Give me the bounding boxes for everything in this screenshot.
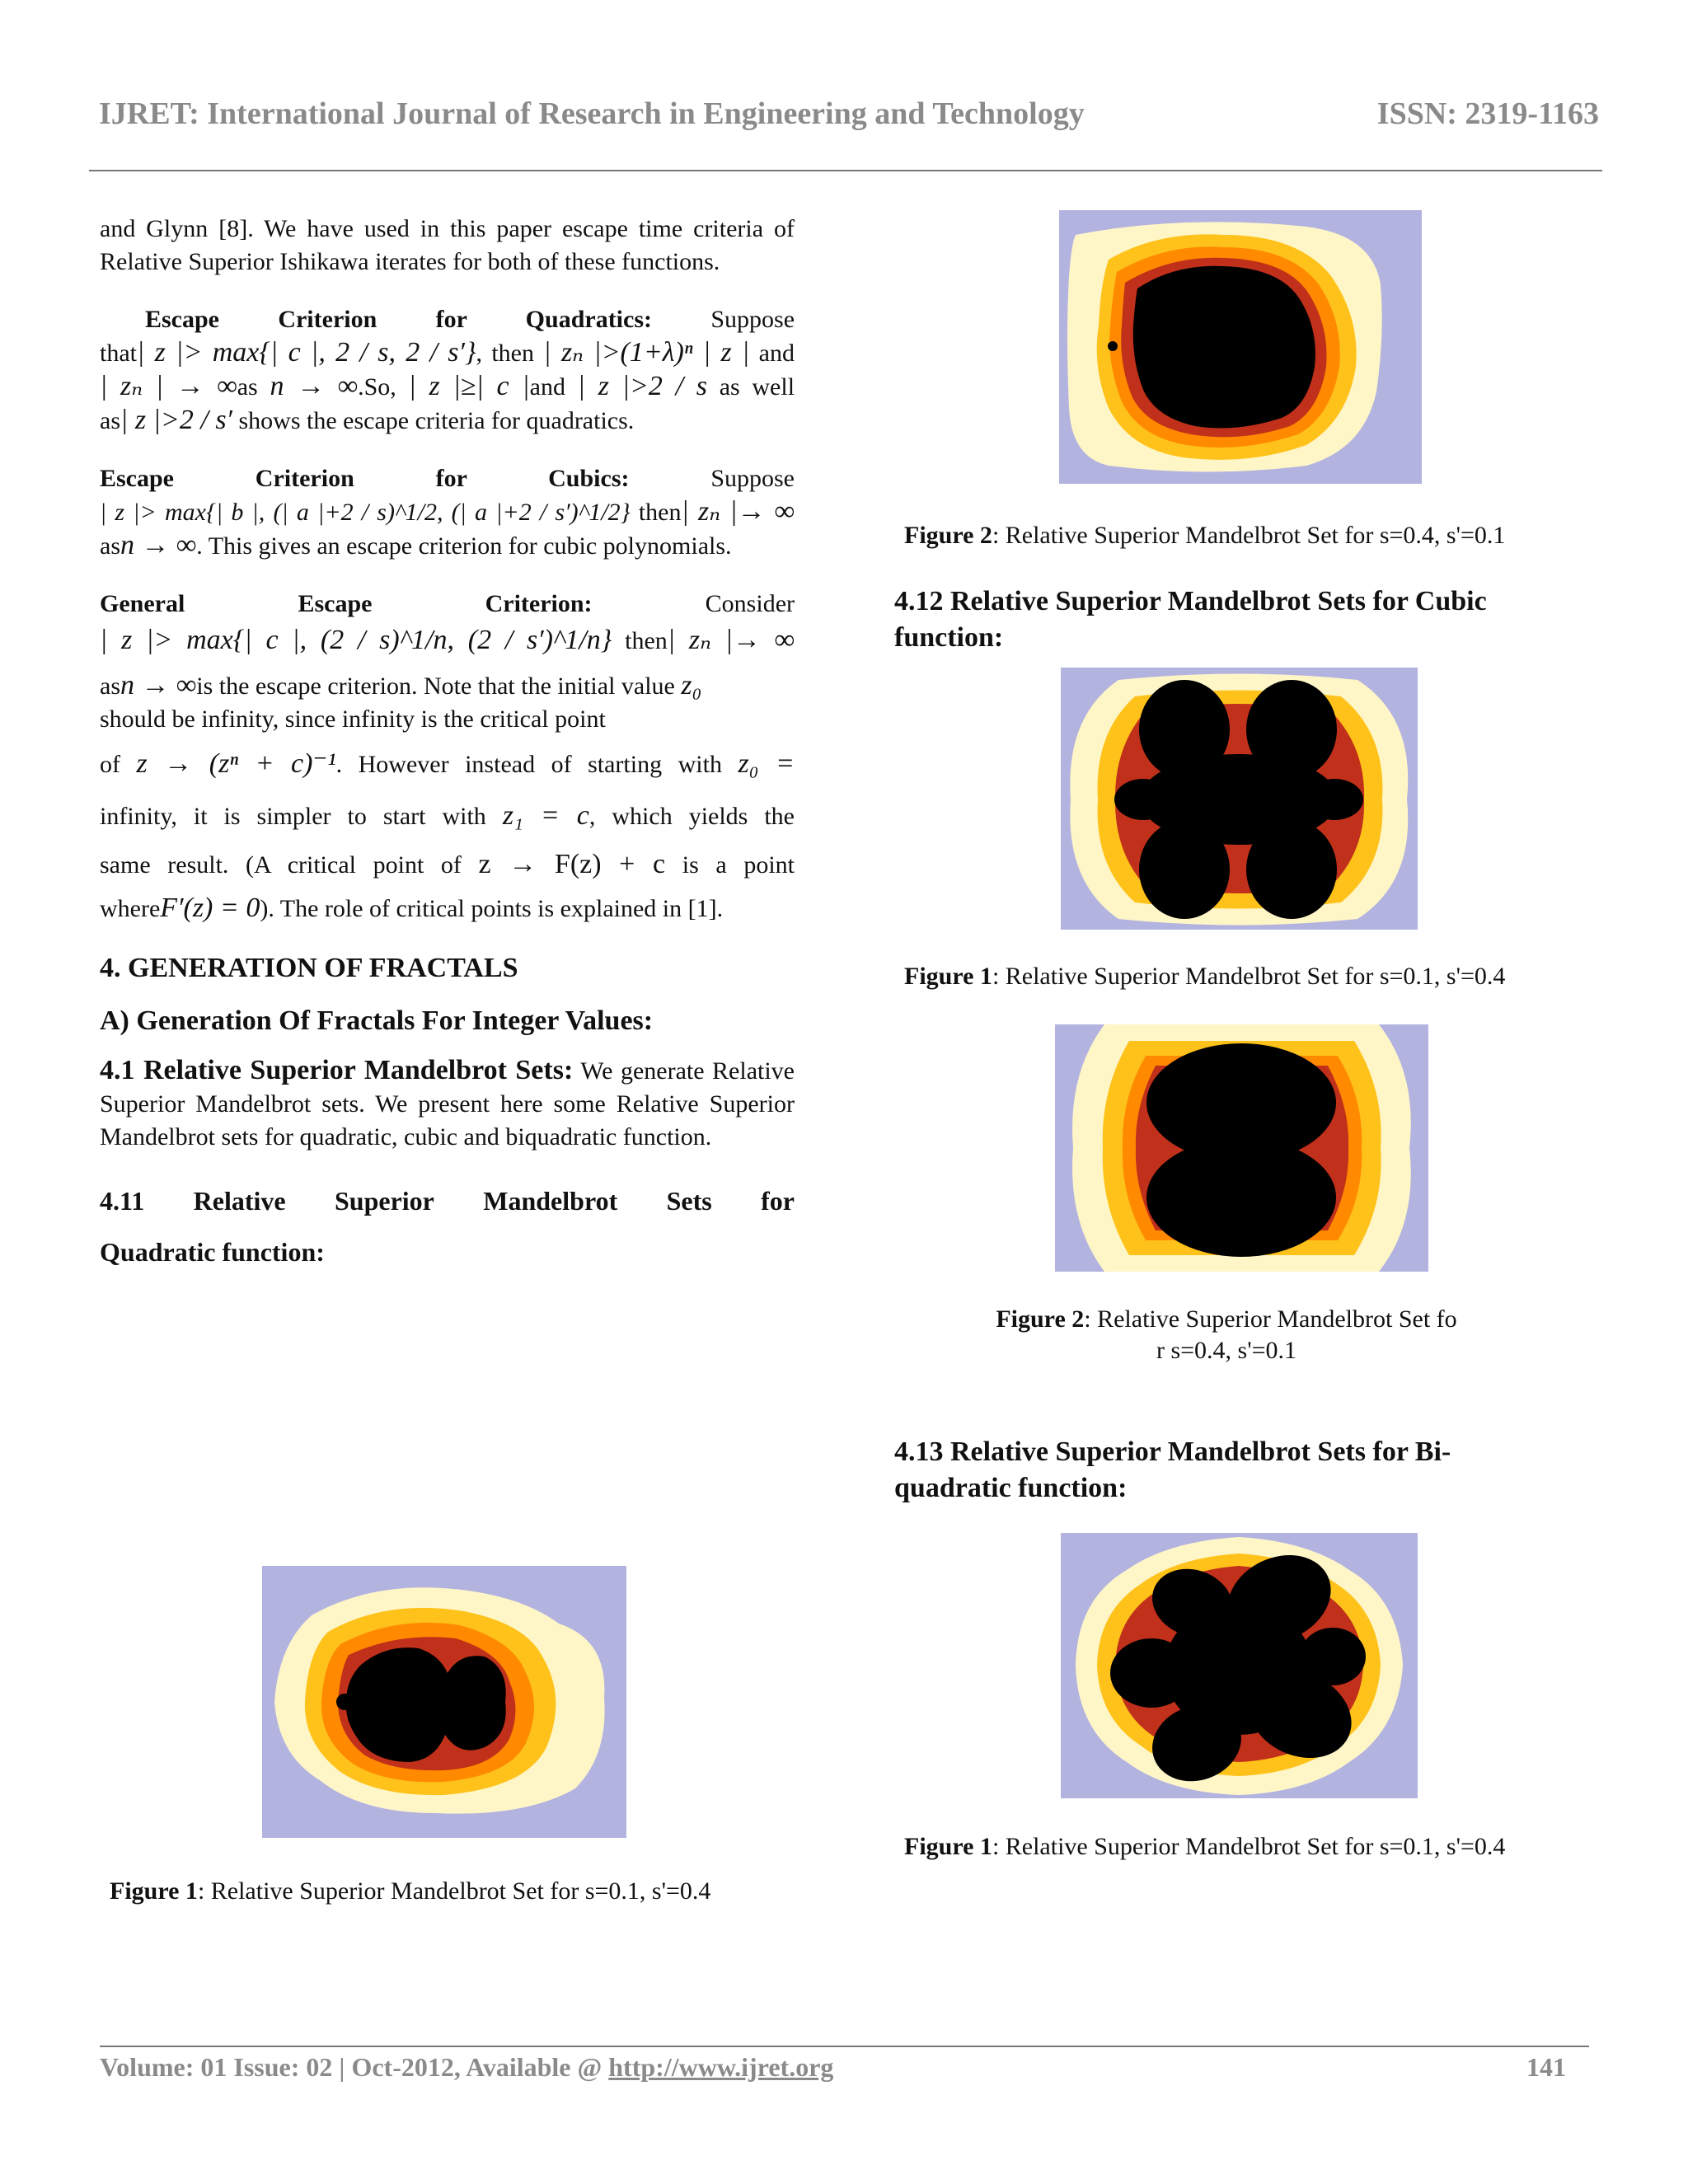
section-a-heading: A) Generation Of Fractals For Integer Values: xyxy=(100,1005,654,1036)
caption-label: Figure 2 xyxy=(996,1305,1085,1333)
general-criterion xyxy=(100,588,795,926)
general-text-5: , which yields the xyxy=(588,803,795,830)
quad-line-2 xyxy=(100,336,795,370)
cubic-math-3: n → ∞ xyxy=(120,530,197,560)
s411-word: Superior xyxy=(334,1186,434,1216)
caption-line xyxy=(983,1304,1470,1335)
cubic-line-2 xyxy=(100,495,795,529)
caption-label: Figure 1 xyxy=(110,1877,198,1905)
footer-volume: Volume: 01 Issue: 02 | Oct-2012, Available @ xyxy=(100,2052,603,2082)
s411-word: Sets xyxy=(666,1186,712,1216)
footer-left xyxy=(100,2052,833,2083)
quad-line-3 xyxy=(100,370,795,404)
quad-that: that xyxy=(100,340,137,367)
quad-so: .So, xyxy=(358,373,396,401)
running-header xyxy=(99,96,1599,132)
quad-then: , then xyxy=(476,340,534,367)
general-math-3: n → ∞ xyxy=(120,670,197,701)
general-text-3: . However instead of starting with xyxy=(335,751,722,778)
cubic-tail: . This gives an escape criterion for cubic polynomials. xyxy=(196,532,732,560)
figure-quadratic xyxy=(262,1566,626,1838)
general-z0-eq: z₀ = xyxy=(738,748,795,779)
quad-as-well: as well xyxy=(719,373,795,401)
quad-math-6: | z |>2 / s xyxy=(577,371,707,401)
section-41 xyxy=(100,1054,795,1154)
caption-label: Figure 2 xyxy=(904,522,992,549)
general-of: of xyxy=(100,751,120,778)
cubic-math-1: | z |> max{| b |, (| a |+2 / s)^1/2, (| a |+2 / s′)^1/2} xyxy=(100,499,631,526)
cubic-line-3 xyxy=(100,529,795,563)
general-text-8: ). The role of critical points is explained in [1]. xyxy=(260,895,724,922)
section-413-line-1: 4.13 Relative Superior Mandelbrot Sets for Bi- xyxy=(894,1436,1451,1467)
quad-heading-line xyxy=(100,303,795,336)
s411-word: for xyxy=(761,1186,795,1216)
caption-text: : Relative Superior Mandelbrot Set for s=0.1, s'=0.4 xyxy=(992,1833,1506,1860)
section-41-heading: 4.1 Relative Superior Mandelbrot Sets: xyxy=(100,1055,574,1085)
figure-2a-caption xyxy=(904,520,1505,551)
s411-word: 4.11 xyxy=(100,1186,145,1216)
section-413-line-2: quadratic function: xyxy=(894,1473,1128,1503)
general-line-2 xyxy=(100,621,795,661)
cubic-heading-line xyxy=(100,462,795,495)
general-then: then xyxy=(625,627,668,654)
general-line-3 xyxy=(100,669,795,703)
quad-as: as xyxy=(237,373,258,401)
general-text-4: infinity, it is simpler to start with xyxy=(100,803,486,830)
section-412-text: 4.12 Relative Superior Mandelbrot Sets for Cubic function: xyxy=(894,586,1487,653)
figure-2c-caption xyxy=(983,1304,1470,1366)
general-math-5: z → F(z) + c xyxy=(478,849,666,879)
caption-text: : Relative Superior Mandelbrot Set fo xyxy=(1084,1305,1457,1333)
figure-cubic-s01 xyxy=(1061,668,1418,930)
caption-label: Figure 1 xyxy=(904,963,992,990)
general-z1: z₁ = c xyxy=(502,800,589,831)
general-z0: z₀ xyxy=(681,670,702,701)
quad-suppose: Suppose xyxy=(710,306,795,333)
issn: ISSN: 2319-1163 xyxy=(1376,96,1599,131)
general-math-4: z → (zⁿ + c)⁻¹ xyxy=(136,748,336,779)
cubic-heading: Escape Criterion for Cubics: xyxy=(100,465,630,492)
cubic-suppose: Suppose xyxy=(710,465,795,492)
cubic-criterion xyxy=(100,462,795,563)
general-math-6: F′(z) = 0 xyxy=(160,893,260,923)
section-411-line-2: Quadratic function: xyxy=(100,1237,325,1267)
quad-heading: Escape Criterion for Quadratics: xyxy=(145,306,652,333)
figure-quadratic-s04 xyxy=(1059,210,1422,484)
general-text-6: same result. (A critical point of xyxy=(100,851,462,879)
general-text-7: is a point xyxy=(682,851,795,879)
quad-and-2: and xyxy=(529,373,565,401)
caption-text: : Relative Superior Mandelbrot Set for s=0.1, s'=0.4 xyxy=(197,1877,711,1905)
general-text-1: is the escape criterion. Note that the initial value xyxy=(196,673,675,700)
figure-biquadratic xyxy=(1061,1533,1418,1798)
general-math-1: | z |> max{| c |, (2 / s)^1/n, (2 / s′)^1/n} xyxy=(100,625,612,655)
general-then-group xyxy=(625,627,795,654)
cubic-math-2: | zₙ |→ ∞ xyxy=(681,496,795,527)
general-heading-line xyxy=(100,588,795,621)
footer-rule xyxy=(100,2046,1589,2047)
section-41-body: We generate Relative Superior Mandelbrot sets. We present here some Relative Superior Mandelbrot sets for quadratic, cubic and biquadratic function. xyxy=(100,1057,795,1151)
cubic-then: then xyxy=(638,499,682,526)
quad-math-3: | zₙ | → ∞ xyxy=(100,371,237,401)
journal-url-link[interactable]: http://www.ijret.org xyxy=(608,2052,834,2082)
general-heading: General Escape Criterion: xyxy=(100,590,593,617)
figure-cubic-s04 xyxy=(1055,1024,1428,1272)
cubic-s04-fractal-image xyxy=(1055,1024,1428,1272)
s411-word: Relative xyxy=(193,1186,286,1216)
section-413-heading xyxy=(894,1434,1570,1507)
quad-tail: shows the escape criteria for quadratics. xyxy=(238,407,635,434)
header-rule xyxy=(89,170,1602,171)
biquadratic-fractal-image xyxy=(1061,1533,1418,1798)
quadratic-s04-fractal-image xyxy=(1059,210,1422,484)
general-math-2: | zₙ |→ ∞ xyxy=(667,625,795,655)
quadratic-fractal-image xyxy=(262,1566,626,1838)
figure-1b-caption xyxy=(904,961,1505,992)
general-line-6 xyxy=(100,799,795,833)
s411-word: Mandelbrot xyxy=(483,1186,618,1216)
general-text-2: should be infinity, since infinity is the critical point xyxy=(100,705,606,733)
quad-math-4: n → ∞ xyxy=(270,371,359,401)
general-line-7 xyxy=(100,848,795,882)
cubic-then-group xyxy=(638,496,795,527)
general-consider: Consider xyxy=(705,590,795,617)
section-412-heading xyxy=(894,583,1570,656)
quad-line-4 xyxy=(100,404,795,438)
quad-math-2: | zₙ |>(1+λ)ⁿ | z | xyxy=(543,337,750,368)
general-as: as xyxy=(100,673,120,700)
quad-math-5: | z |≥| c | xyxy=(408,371,530,401)
section-411-line-1 xyxy=(100,1175,795,1226)
intro-paragraph: and Glynn [8]. We have used in this paper escape time criteria of Relative Superior Ishikawa iterates for both of these functions. xyxy=(100,215,795,275)
running-footer xyxy=(100,2052,1599,2083)
caption-text: : Relative Superior Mandelbrot Set for s=0.4, s'=0.1 xyxy=(992,522,1506,549)
cubic-as: as xyxy=(100,532,120,560)
journal-name: IJRET: International Journal of Research in Engineering and Technology xyxy=(99,96,1085,131)
quad-math-1: | z |> max{| c |, 2 / s, 2 / s′} xyxy=(137,337,476,368)
quad-and: and xyxy=(758,340,795,367)
cubic-s01-fractal-image xyxy=(1061,668,1418,930)
section-411-heading xyxy=(100,1175,795,1277)
caption-text-2: r s=0.4, s'=0.1 xyxy=(1156,1337,1297,1364)
section-4-heading: 4. GENERATION OF FRACTALS xyxy=(100,953,518,983)
caption-text: : Relative Superior Mandelbrot Set for s=0.1, s'=0.4 xyxy=(992,963,1506,990)
figure-1d-caption xyxy=(904,1831,1505,1863)
quad-math-7: | z |>2 / s′ xyxy=(120,405,232,435)
caption-label: Figure 1 xyxy=(904,1833,992,1860)
quadratic-criterion xyxy=(100,303,795,438)
page-number: 141 xyxy=(1526,2052,1566,2082)
general-line-8 xyxy=(100,892,795,926)
left-column xyxy=(100,213,795,1277)
general-line-5 xyxy=(100,748,795,781)
figure-quadratic-caption xyxy=(110,1876,710,1907)
quad-as-2: as xyxy=(100,407,120,434)
general-where: where xyxy=(100,895,161,922)
